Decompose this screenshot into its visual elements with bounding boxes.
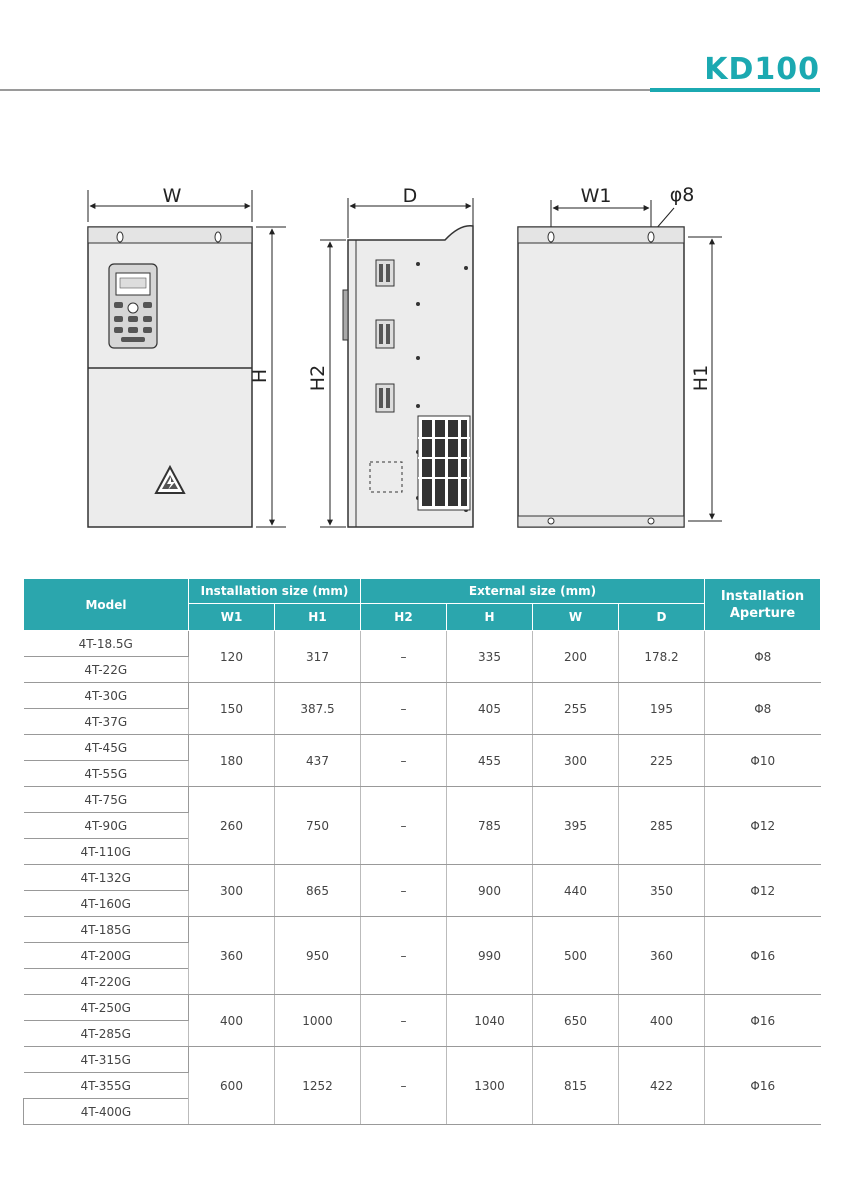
model-cell: 4T-400G — [24, 1099, 189, 1125]
h1-cell: 950 — [275, 917, 361, 995]
header-installation-size: Installation size (mm) — [189, 579, 361, 604]
h-cell: 335 — [447, 631, 533, 683]
model-cell: 4T-110G — [24, 839, 189, 865]
model-cell: 4T-200G — [24, 943, 189, 969]
w-cell: 500 — [533, 917, 619, 995]
h-cell: 455 — [447, 735, 533, 787]
d-cell: 422 — [619, 1047, 705, 1125]
table-row — [24, 787, 821, 813]
w-cell: 300 — [533, 735, 619, 787]
h2-cell: – — [361, 735, 447, 787]
d-cell: 285 — [619, 787, 705, 865]
h-cell: 1040 — [447, 995, 533, 1047]
model-cell: 4T-355G — [24, 1073, 189, 1099]
w-cell: 200 — [533, 631, 619, 683]
header-accent-bar — [650, 88, 820, 92]
back-view — [518, 184, 722, 527]
model-cell: 4T-132G — [24, 865, 189, 891]
model-cell: 4T-285G — [24, 1021, 189, 1047]
header-aperture: Installation Aperture — [705, 579, 821, 631]
brand-title: KD100 — [704, 52, 820, 87]
table-row — [24, 735, 821, 761]
h1-cell: 1000 — [275, 995, 361, 1047]
model-cell: 4T-55G — [24, 761, 189, 787]
h-cell: 900 — [447, 865, 533, 917]
w-cell: 815 — [533, 1047, 619, 1125]
aperture-cell: Φ12 — [705, 865, 821, 917]
h2-cell: – — [361, 1047, 447, 1125]
aperture-cell: Φ8 — [705, 683, 821, 735]
back-height-label: H1 — [690, 364, 712, 392]
table-row — [24, 631, 821, 657]
table-row — [24, 917, 821, 943]
model-cell: 4T-90G — [24, 813, 189, 839]
h1-cell: 317 — [275, 631, 361, 683]
aperture-cell: Φ12 — [705, 787, 821, 865]
w-cell: 650 — [533, 995, 619, 1047]
side-depth-label: D — [402, 185, 418, 207]
aperture-cell: Φ10 — [705, 735, 821, 787]
header-model: Model — [24, 579, 189, 631]
w1-cell: 360 — [189, 917, 275, 995]
h2-cell: – — [361, 683, 447, 735]
back-width-label: W1 — [580, 185, 612, 207]
h2-cell: – — [361, 865, 447, 917]
h2-cell: – — [361, 787, 447, 865]
w1-cell: 260 — [189, 787, 275, 865]
h-cell: 990 — [447, 917, 533, 995]
spec-table — [23, 578, 821, 1125]
model-cell: 4T-315G — [24, 1047, 189, 1073]
model-cell: 4T-250G — [24, 995, 189, 1021]
d-cell: 225 — [619, 735, 705, 787]
d-cell: 178.2 — [619, 631, 705, 683]
h2-cell: – — [361, 995, 447, 1047]
side-height-label: H2 — [307, 364, 329, 392]
front-view — [88, 185, 286, 527]
h1-cell: 437 — [275, 735, 361, 787]
h2-cell: – — [361, 631, 447, 683]
d-cell: 360 — [619, 917, 705, 995]
w1-cell: 180 — [189, 735, 275, 787]
model-cell: 4T-30G — [24, 683, 189, 709]
w1-cell: 600 — [189, 1047, 275, 1125]
h1-cell: 750 — [275, 787, 361, 865]
aperture-cell: Φ16 — [705, 995, 821, 1047]
w-cell: 395 — [533, 787, 619, 865]
w-cell: 255 — [533, 683, 619, 735]
front-width-label: W — [162, 185, 182, 207]
header-w1: W1 — [189, 604, 275, 631]
h-cell: 405 — [447, 683, 533, 735]
header-h1: H1 — [275, 604, 361, 631]
w1-cell: 150 — [189, 683, 275, 735]
h2-cell: – — [361, 917, 447, 995]
side-view — [307, 185, 473, 527]
h-cell: 785 — [447, 787, 533, 865]
h1-cell: 865 — [275, 865, 361, 917]
model-cell: 4T-220G — [24, 969, 189, 995]
aperture-cell: Φ16 — [705, 1047, 821, 1125]
h1-cell: 1252 — [275, 1047, 361, 1125]
header-w: W — [533, 604, 619, 631]
model-cell: 4T-22G — [24, 657, 189, 683]
table-row — [24, 995, 821, 1021]
table-row — [24, 865, 821, 891]
header-h: H — [447, 604, 533, 631]
table-row — [24, 1047, 821, 1073]
hole-diameter-label: φ8 — [669, 184, 695, 206]
d-cell: 195 — [619, 683, 705, 735]
header-external-size: External size (mm) — [361, 579, 705, 604]
model-cell: 4T-185G — [24, 917, 189, 943]
h-cell: 1300 — [447, 1047, 533, 1125]
h1-cell: 387.5 — [275, 683, 361, 735]
model-cell: 4T-75G — [24, 787, 189, 813]
table-row — [24, 683, 821, 709]
d-cell: 400 — [619, 995, 705, 1047]
dimension-drawing — [0, 180, 851, 540]
w1-cell: 120 — [189, 631, 275, 683]
model-cell: 4T-160G — [24, 891, 189, 917]
aperture-cell: Φ8 — [705, 631, 821, 683]
model-cell: 4T-18.5G — [24, 631, 189, 657]
header-h2: H2 — [361, 604, 447, 631]
model-cell: 4T-45G — [24, 735, 189, 761]
w1-cell: 300 — [189, 865, 275, 917]
model-cell: 4T-37G — [24, 709, 189, 735]
aperture-cell: Φ16 — [705, 917, 821, 995]
d-cell: 350 — [619, 865, 705, 917]
w1-cell: 400 — [189, 995, 275, 1047]
front-height-label: H — [249, 368, 271, 384]
header-d: D — [619, 604, 705, 631]
header-divider-line — [0, 89, 650, 91]
w-cell: 440 — [533, 865, 619, 917]
